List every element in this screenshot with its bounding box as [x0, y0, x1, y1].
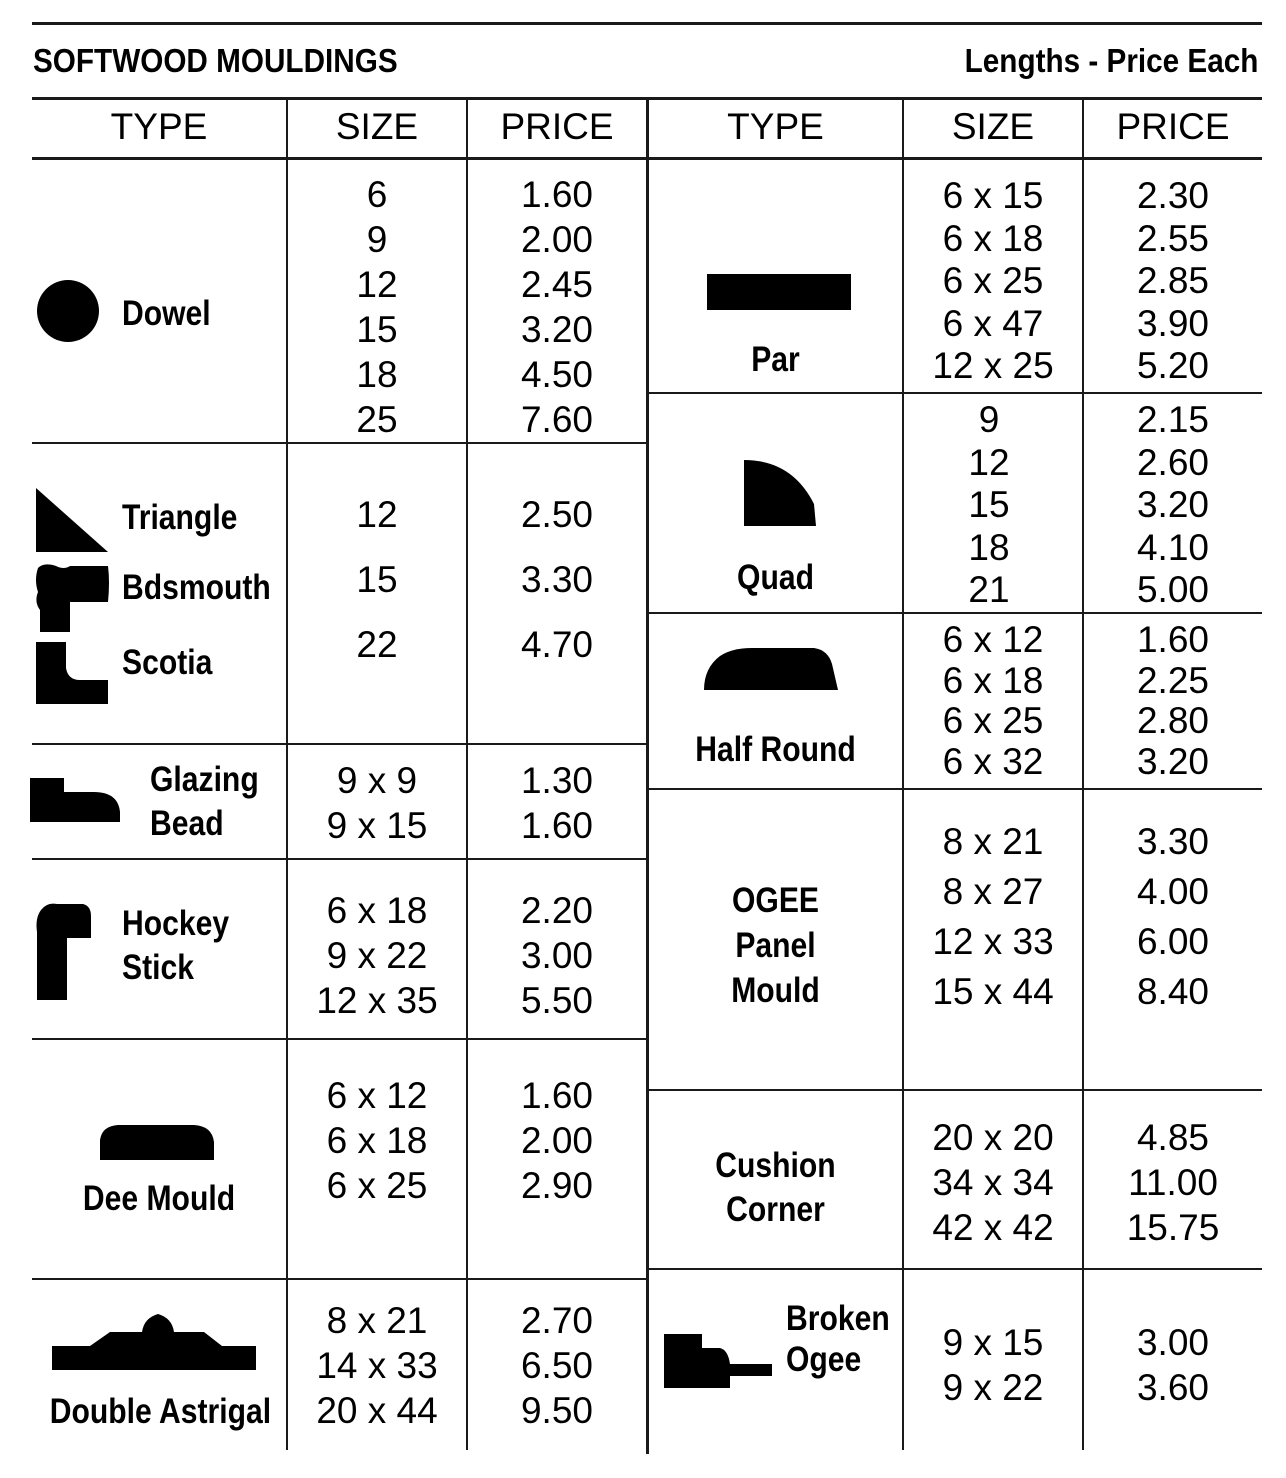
right-row-rule: [648, 1089, 1262, 1091]
size-value: 6 x 18: [326, 1120, 428, 1161]
moulding-name-quad: Quad: [737, 558, 814, 597]
size-value: 9: [978, 399, 1000, 440]
size-value: 9 x 15: [942, 1322, 1044, 1363]
divider-center: [646, 97, 649, 1454]
size-value: 18: [968, 526, 1010, 568]
price-value: 1.60: [520, 174, 593, 215]
price-value: 1.60: [520, 1075, 593, 1116]
moulding-name-line: Corner: [726, 1190, 825, 1229]
price-value: 3.20: [1136, 484, 1209, 525]
column-header-price: PRICE: [1116, 106, 1230, 147]
scotia-profile-icon: [34, 640, 110, 706]
size-value: 20 x 20: [932, 1117, 1054, 1158]
price-value: 6.00: [1136, 921, 1209, 962]
moulding-name-line: Hockey: [122, 904, 230, 943]
bdsmouth-profile-icon: [34, 562, 110, 634]
dowel-profile-icon: [36, 279, 100, 343]
size-value: 9: [366, 219, 388, 260]
size-list-hockey-stick: [288, 888, 466, 1023]
column-header-price: PRICE: [500, 106, 614, 147]
size-value: 9 x 22: [326, 935, 428, 976]
size-value: 6 x 18: [942, 217, 1044, 259]
moulding-name-line: Mould: [731, 971, 820, 1010]
size-value: 6 x 15: [942, 175, 1044, 216]
size-list-half-round: [904, 620, 1082, 782]
price-value: 3.90: [1136, 302, 1209, 344]
price-list-glazing-bead: [468, 758, 646, 848]
size-value: 6 x 25: [942, 700, 1044, 741]
size-value: 20 x 44: [316, 1390, 438, 1431]
price-value: 4.70: [520, 624, 593, 665]
size-value: 6 x 25: [326, 1165, 428, 1206]
moulding-name-line: Ogee: [786, 1340, 862, 1379]
price-list-quad: [1084, 399, 1262, 612]
size-value: 6 x 18: [942, 659, 1044, 701]
size-value: 6 x 12: [942, 619, 1044, 660]
dee-mould-profile-icon: [98, 1122, 216, 1162]
glazing-bead-profile-icon: [28, 774, 122, 824]
size-value: 6 x 32: [942, 740, 1044, 782]
top-rule: [32, 22, 1262, 25]
moulding-name-cushion-corner: [667, 1144, 885, 1232]
size-list-dowel: [288, 172, 466, 442]
price-list-par: [1084, 175, 1262, 388]
size-value: 9 x 15: [326, 805, 428, 846]
size-value: 6 x 12: [326, 1075, 428, 1116]
price-value: 5.20: [1136, 345, 1209, 386]
size-value: 6 x 18: [326, 890, 428, 931]
size-value: 15 x 44: [932, 971, 1054, 1012]
price-value: 2.90: [520, 1165, 593, 1206]
price-value: 1.30: [520, 760, 593, 801]
price-value: 2.30: [1136, 175, 1209, 216]
price-value: 5.00: [1136, 569, 1209, 610]
size-value: 14 x 33: [316, 1345, 438, 1386]
price-value: 2.45: [520, 264, 593, 305]
price-value: 9.50: [520, 1390, 593, 1431]
price-value: 4.85: [1136, 1117, 1209, 1158]
price-value: 3.60: [1136, 1367, 1209, 1408]
moulding-name-triangle: Triangle: [122, 498, 238, 537]
left-row-rule: [32, 1038, 646, 1040]
size-value: 21: [968, 569, 1010, 610]
right-row-rule: [648, 1268, 1262, 1270]
price-value: 8.40: [1136, 971, 1209, 1012]
size-value: 12 x 25: [932, 345, 1054, 386]
column-header-type: TYPE: [727, 106, 824, 147]
size-value: 6: [366, 174, 388, 215]
price-value: 2.80: [1136, 700, 1209, 741]
size-value: 12: [356, 494, 398, 535]
price-list-hockey-stick: [468, 888, 646, 1023]
size-value: 6 x 47: [942, 302, 1044, 344]
price-list-triangle-group: [468, 492, 646, 687]
moulding-name-scotia: Scotia: [122, 643, 213, 682]
price-value: 3.00: [1136, 1322, 1209, 1363]
price-value: 3.30: [520, 559, 593, 600]
size-value: 15: [356, 309, 398, 350]
price-list-cushion-corner: [1084, 1115, 1262, 1250]
quad-profile-icon: [742, 458, 818, 528]
size-list-quad: [904, 399, 1074, 612]
right-row-rule: [648, 612, 1262, 614]
size-value: 42 x 42: [932, 1207, 1054, 1248]
size-value: 15: [356, 559, 398, 600]
size-value: 25: [356, 399, 398, 440]
price-value: 11.00: [1128, 1162, 1218, 1203]
moulding-name-line: Bead: [150, 804, 224, 843]
size-list-cushion-corner: [904, 1115, 1082, 1250]
moulding-name-line: Broken: [786, 1299, 890, 1338]
left-row-rule: [32, 858, 646, 860]
moulding-name-line: Glazing: [150, 760, 259, 799]
triangle-profile-icon: [34, 486, 110, 554]
moulding-name-par: Par: [751, 340, 800, 379]
size-value: 8 x 21: [326, 1300, 428, 1341]
price-value: 2.15: [1136, 399, 1209, 440]
price-value: 5.50: [520, 980, 593, 1021]
price-value: 2.00: [520, 219, 593, 260]
moulding-name-glazing-bead: [150, 758, 259, 846]
moulding-name-line: Cushion: [715, 1146, 836, 1185]
moulding-name-dee-mould: Dee Mould: [82, 1179, 236, 1218]
size-value: 22: [356, 624, 398, 665]
size-list-broken-ogee: [904, 1320, 1082, 1410]
page-subtitle: Lengths - Price Each: [964, 42, 1258, 79]
size-value: 6 x 25: [942, 260, 1044, 301]
size-value: 8 x 27: [942, 871, 1044, 912]
price-value: 3.00: [520, 935, 593, 976]
half-round-profile-icon: [702, 646, 840, 692]
size-list-dee-mould: [288, 1073, 466, 1208]
price-value: 1.60: [1136, 619, 1209, 660]
moulding-name-double-astrigal: Double Astrigal: [49, 1392, 272, 1431]
price-value: 3.20: [520, 309, 593, 350]
price-list-broken-ogee: [1084, 1320, 1262, 1410]
price-value: 4.10: [1136, 526, 1209, 568]
size-list-double-astrigal: [288, 1298, 466, 1433]
column-header-type: TYPE: [110, 106, 208, 147]
moulding-name-bdsmouth: Bdsmouth: [122, 568, 271, 607]
price-value: 2.85: [1136, 260, 1209, 301]
column-header-size: SIZE: [951, 106, 1035, 147]
size-value: 8 x 21: [942, 821, 1044, 862]
price-value: 2.55: [1136, 217, 1209, 259]
price-value: 1.60: [520, 805, 593, 846]
price-value: 15.75: [1126, 1207, 1220, 1248]
size-list-par: [904, 175, 1082, 388]
moulding-name-line: Stick: [122, 948, 194, 987]
left-row-rule: [32, 743, 646, 745]
price-list-ogee-panel-mould: [1084, 817, 1262, 1017]
moulding-name-line: Panel: [735, 926, 816, 965]
right-row-rule: [648, 788, 1262, 790]
size-list-triangle-group: [288, 492, 466, 687]
moulding-name-broken-ogee: [786, 1298, 890, 1380]
size-value: 15: [968, 484, 1010, 525]
price-list-dee-mould: [468, 1073, 646, 1208]
broken-ogee-profile-icon: [662, 1332, 774, 1390]
price-list-half-round: [1084, 620, 1262, 782]
moulding-name-dowel: Dowel: [122, 294, 211, 333]
moulding-name-hockey-stick: [122, 902, 229, 990]
price-value: 3.20: [1136, 740, 1209, 782]
page-title: SOFTWOOD MOULDINGS: [33, 42, 398, 79]
moulding-name-ogee-panel-mould: [667, 878, 885, 1013]
double-astrigal-profile-icon: [50, 1310, 258, 1372]
hockey-stick-profile-icon: [33, 902, 93, 1002]
price-list-dowel: [468, 172, 646, 442]
size-list-ogee-panel-mould: [904, 817, 1082, 1017]
price-value: 4.00: [1136, 871, 1209, 912]
column-header-size: SIZE: [335, 106, 419, 147]
size-value: 18: [356, 354, 398, 395]
size-value: 12 x 35: [316, 980, 438, 1021]
size-value: 9 x 22: [942, 1367, 1044, 1408]
price-value: 3.30: [1136, 821, 1209, 862]
right-row-rule: [648, 392, 1262, 394]
par-profile-icon: [706, 273, 852, 311]
price-value: 2.00: [520, 1120, 593, 1161]
moulding-name-line: OGEE: [732, 881, 819, 920]
price-value: 2.70: [520, 1300, 593, 1341]
size-value: 12: [356, 264, 398, 305]
price-value: 2.50: [520, 494, 593, 535]
left-row-rule: [32, 1278, 646, 1280]
size-value: 34 x 34: [932, 1162, 1054, 1203]
price-value: 2.25: [1136, 659, 1209, 701]
size-list-glazing-bead: [288, 758, 466, 848]
price-list-double-astrigal: [468, 1298, 646, 1433]
size-value: 12 x 33: [932, 921, 1054, 962]
moulding-name-half-round: Half Round: [695, 730, 856, 769]
price-value: 2.20: [520, 890, 593, 931]
price-value: 4.50: [520, 354, 593, 395]
price-value: 2.60: [1136, 441, 1209, 483]
price-value: 6.50: [520, 1345, 593, 1386]
price-value: 7.60: [520, 399, 593, 440]
size-value: 9 x 9: [336, 760, 418, 801]
size-value: 12: [968, 441, 1010, 483]
left-row-rule: [32, 442, 646, 444]
